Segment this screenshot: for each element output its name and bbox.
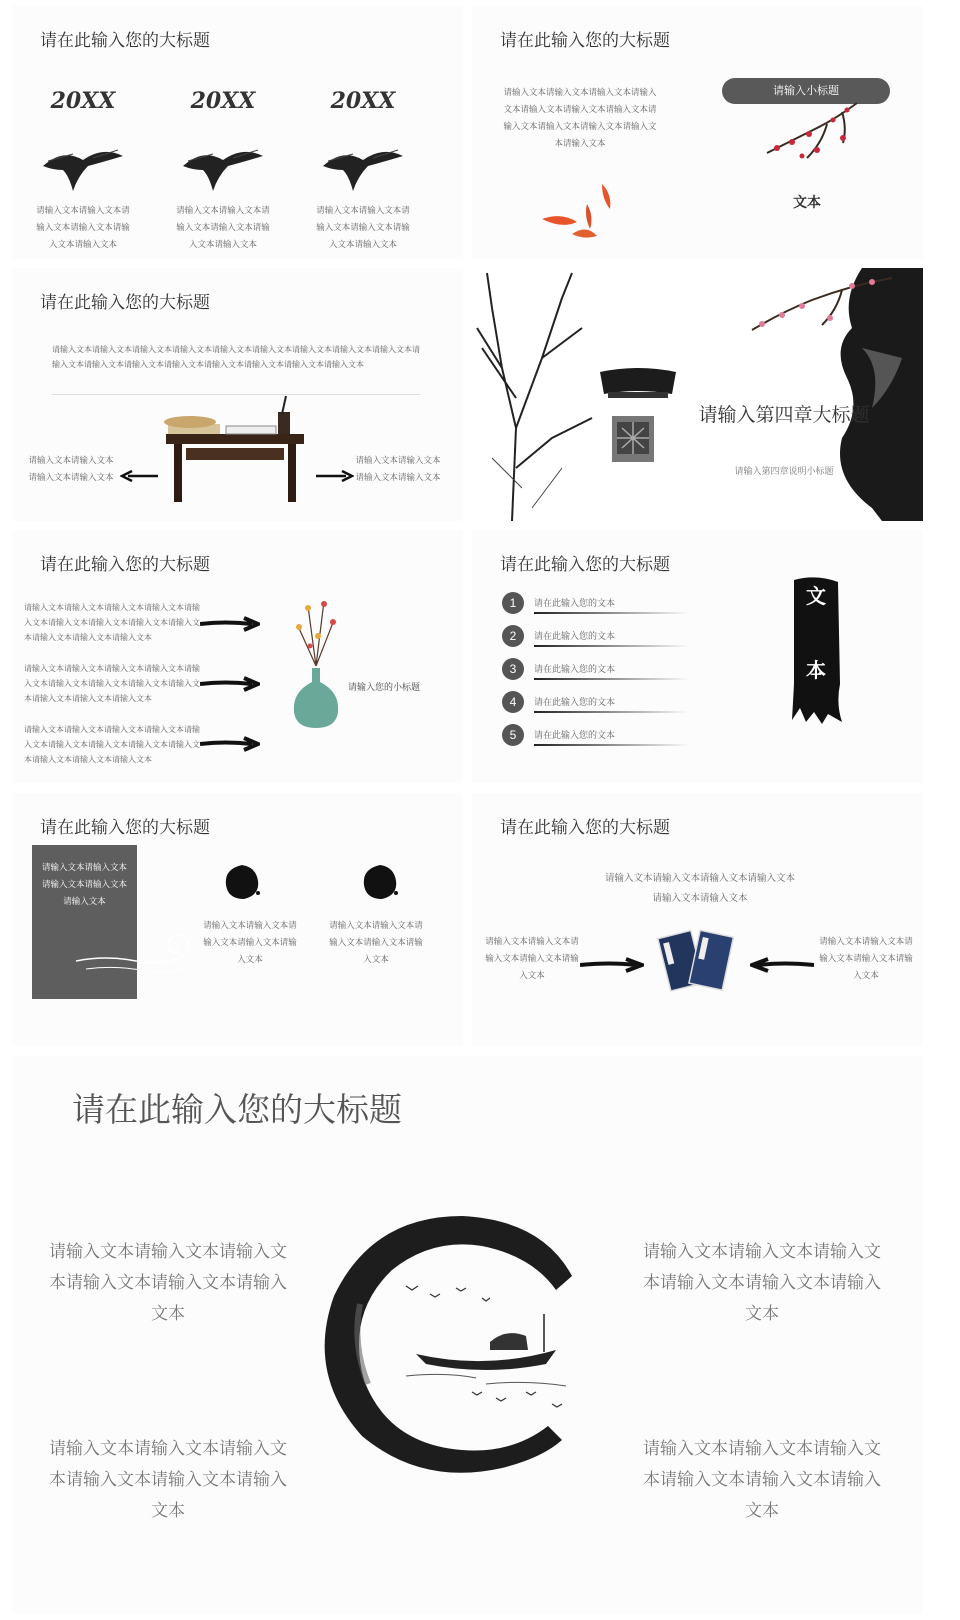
list-item bbox=[502, 724, 702, 748]
slide-7[interactable] bbox=[12, 793, 463, 1046]
number-badge: 4 bbox=[502, 691, 524, 713]
text-column: 请输入文本请输入文本请输入文本请输入文本请输入文本 bbox=[329, 920, 423, 964]
brush-arrow-icon bbox=[200, 736, 260, 752]
number-badge: 2 bbox=[502, 625, 524, 647]
right-text: 请输入文本请输入文本请输入文本请输入文本 bbox=[355, 455, 441, 482]
list-item bbox=[502, 691, 702, 715]
slide-8[interactable] bbox=[472, 793, 923, 1046]
vase-icon bbox=[288, 596, 344, 730]
slide-9[interactable] bbox=[12, 1056, 923, 1614]
calligraphy-char: 本 bbox=[806, 658, 826, 682]
paragraph: 请输入文本请输入文本请输入文本请输入文本请输入文本请输入文本请输入文本请输入文本请输入文本请输入文本请输入文本请输入文本请输入文本请输入文本请输入文本请输入文本请输入文本 bbox=[52, 345, 420, 369]
underline bbox=[534, 744, 689, 746]
crane-icon bbox=[33, 136, 133, 196]
right-text: 请输入文本请输入文本请输入文本请输入文本请输入文本 bbox=[819, 936, 913, 980]
list-item-text: 请在此输入您的文本 bbox=[534, 730, 616, 740]
cloud-swirl-icon bbox=[76, 931, 196, 979]
center-text: 请输入文本请输入文本请输入文本请输入文本请输入文本请输入文本 bbox=[604, 873, 795, 904]
plum-blossom-icon bbox=[742, 270, 892, 340]
calligraphy-char: 文 bbox=[806, 584, 826, 608]
year-label: 20XX bbox=[190, 88, 256, 114]
brush-arrow-right-icon bbox=[580, 957, 644, 973]
list-item bbox=[502, 625, 702, 649]
brush-arrow-icon bbox=[200, 616, 260, 632]
list-item bbox=[502, 658, 702, 682]
chapter-subtitle: 请输入第四章说明小标题 bbox=[734, 466, 834, 476]
left-text: 请输入文本请输入文本请输入文本请输入文本请输入文本 bbox=[485, 936, 579, 980]
koi-fish-icon bbox=[532, 174, 632, 254]
list-item-text: 请在此输入您的文本 bbox=[534, 598, 616, 608]
brush-arrow-icon bbox=[200, 676, 260, 692]
text-block: 请输入文本请输入文本请输入文本请输入文本请输入文本请输入文本 bbox=[643, 1242, 881, 1323]
caption: 请输入文本请输入文本请输入文本请输入文本请输入文本请输入文本 bbox=[316, 205, 410, 249]
slide-3[interactable] bbox=[12, 268, 463, 521]
slide-title: 请在此输入您的大标题 bbox=[500, 555, 670, 574]
list-item-text: 请在此输入您的文本 bbox=[534, 697, 616, 707]
plum-blossom-icon bbox=[747, 98, 867, 166]
gray-box bbox=[32, 845, 137, 999]
list-item-text: 请在此输入您的文本 bbox=[534, 631, 616, 641]
slide-4[interactable] bbox=[472, 268, 923, 521]
number-badge: 3 bbox=[502, 658, 524, 680]
slide-title: 请在此输入您的大标题 bbox=[40, 31, 210, 50]
arrow-right-icon bbox=[316, 470, 354, 482]
list-item-text: 请在此输入您的文本 bbox=[534, 664, 616, 674]
slide-title: 请在此输入您的大标题 bbox=[40, 293, 210, 312]
year-label: 20XX bbox=[330, 88, 396, 114]
chapter-title: 请输入第四章大标题 bbox=[698, 405, 870, 426]
slide-5[interactable] bbox=[12, 530, 463, 783]
slide-6[interactable] bbox=[472, 530, 923, 783]
slide-title: 请在此输入您的大标题 bbox=[40, 818, 210, 837]
slide-1[interactable] bbox=[12, 6, 463, 259]
text-block: 请输入文本请输入文本请输入文本请输入文本请输入文本请输入文本 bbox=[643, 1439, 881, 1520]
book-icon bbox=[654, 925, 740, 995]
year-label: 20XX bbox=[50, 88, 116, 114]
crane-icon bbox=[313, 136, 413, 196]
text-block: 请输入文本请输入文本请输入文本请输入文本请输入文本请输入文本请输入文本请输入文本请输入文本请输入文本请输入文本请输入文本 bbox=[24, 603, 200, 642]
brush-arrow-left-icon bbox=[750, 957, 814, 973]
text-column: 请输入文本请输入文本请输入文本请输入文本请输入文本 bbox=[203, 920, 297, 964]
ink-blot-icon bbox=[222, 863, 262, 901]
arrow-left-icon bbox=[120, 470, 158, 482]
window-lattice-icon bbox=[612, 416, 654, 462]
subtitle: 请输入您的小标题 bbox=[348, 682, 421, 692]
ink-blot-icon bbox=[360, 863, 400, 901]
underline bbox=[534, 711, 689, 713]
scroll-table-icon bbox=[160, 394, 310, 509]
tree-icon bbox=[472, 268, 612, 521]
roof-tile-icon bbox=[598, 362, 678, 402]
caption: 请输入文本请输入文本请输入文本请输入文本请输入文本请输入文本 bbox=[36, 205, 130, 249]
text-block: 请输入文本请输入文本请输入文本请输入文本请输入文本请输入文本请输入文本请输入文本请输入文本请输入文本请输入文本请输入文本 bbox=[24, 664, 200, 703]
underline bbox=[534, 678, 689, 680]
caption: 请输入文本请输入文本请输入文本请输入文本请输入文本请输入文本 bbox=[176, 205, 270, 249]
text-block: 请输入文本请输入文本请输入文本请输入文本请输入文本请输入文本 bbox=[49, 1242, 287, 1323]
box-text: 请输入文本请输入文本请输入文本请输入文本请输入文本 bbox=[41, 862, 127, 906]
slide-title: 请在此输入您的大标题 bbox=[500, 818, 670, 837]
underline bbox=[534, 612, 689, 614]
slide-title: 请在此输入您的大标题 bbox=[500, 31, 670, 50]
slide-title: 请在此输入您的大标题 bbox=[40, 555, 210, 574]
text-block: 请输入文本请输入文本请输入文本请输入文本请输入文本请输入文本 bbox=[49, 1439, 287, 1520]
number-badge: 1 bbox=[502, 592, 524, 614]
left-text: 请输入文本请输入文本请输入文本请输入文本 bbox=[28, 455, 114, 482]
subtitle-pill: 请输入小标题 bbox=[722, 78, 890, 104]
list-item bbox=[502, 592, 702, 616]
text-block: 请输入文本请输入文本请输入文本请输入文本请输入文本请输入文本请输入文本请输入文本请输入文本请输入文本请输入文本请输入文本 bbox=[24, 725, 200, 764]
boat-icon bbox=[386, 1280, 592, 1410]
slide-title: 请在此输入您的大标题 bbox=[72, 1091, 402, 1128]
slide-2[interactable] bbox=[472, 6, 923, 259]
label-text: 文本 bbox=[793, 194, 821, 210]
crane-icon bbox=[173, 136, 273, 196]
underline bbox=[534, 645, 689, 647]
number-badge: 5 bbox=[502, 724, 524, 746]
paragraph: 请输入文本请输入文本请输入文本请输入文本请输入文本请输入文本请输入文本请输入文本请输入文本请输入文本请输入文本请输入文本 bbox=[503, 87, 657, 148]
